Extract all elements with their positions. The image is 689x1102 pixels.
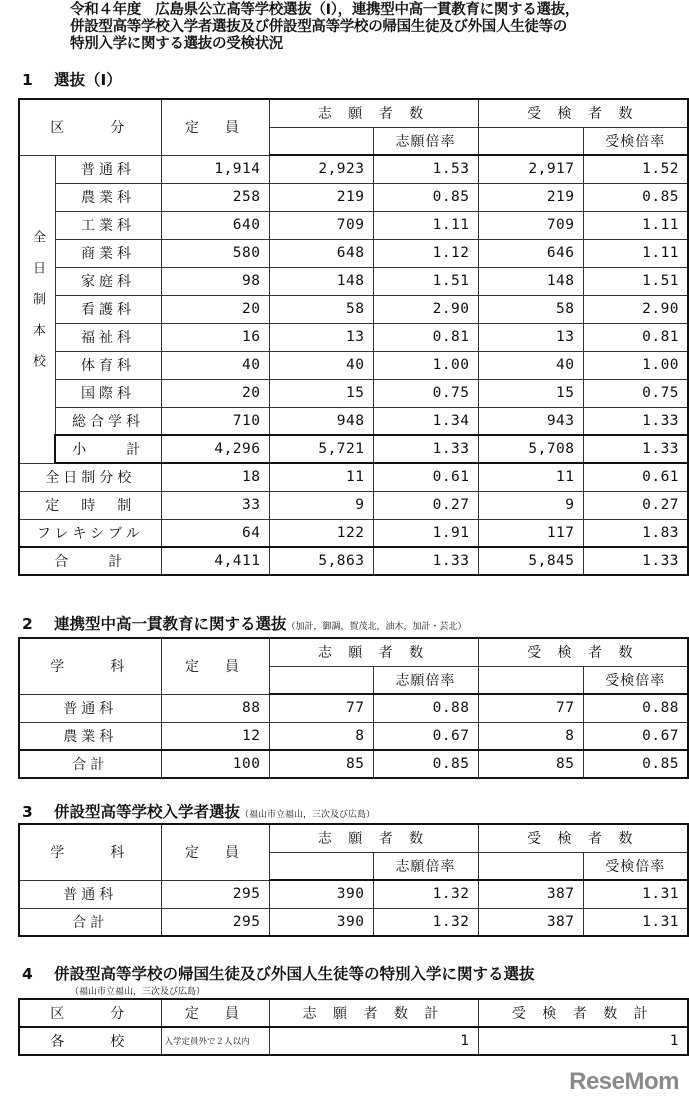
table-row: [19, 519, 688, 547]
table-row: [19, 463, 688, 491]
header-teiin: 定 員: [161, 638, 269, 694]
row-teiin: 1,914: [161, 155, 269, 183]
row-shigan-rate: 1.32: [373, 908, 478, 936]
row-shigan: 40: [269, 351, 373, 379]
row-label: 普通科: [19, 880, 161, 908]
row-juken-rate: 1.31: [583, 908, 688, 936]
table-row: [19, 435, 688, 463]
row-teiin: 40: [161, 351, 269, 379]
row-label: 合計: [19, 750, 161, 778]
table-row: [19, 722, 688, 750]
row-shigan-rate: 1.12: [373, 239, 478, 267]
row-juken-rate: 1.83: [583, 519, 688, 547]
row-shigan-rate: 1.00: [373, 351, 478, 379]
row-juken: 2,917: [478, 155, 583, 183]
table-row: [19, 908, 688, 936]
row-teiin: 98: [161, 267, 269, 295]
row-shigan: 5,863: [269, 547, 373, 575]
header-shigan: 志 願 者 数: [269, 824, 478, 852]
table-row: [19, 351, 688, 379]
row-juken: 148: [478, 267, 583, 295]
row-shigan-rate: 1.32: [373, 880, 478, 908]
resemom-logo: ReseMom: [569, 1068, 679, 1095]
row-juken: 219: [478, 183, 583, 211]
row-shigan: 948: [269, 407, 373, 435]
row-label: 看護科: [55, 295, 161, 323]
row-juken-rate: 1.31: [583, 880, 688, 908]
table-row: [19, 547, 688, 575]
table-row: [19, 155, 688, 183]
row-juken: 5,708: [478, 435, 583, 463]
row-label: 国際科: [55, 379, 161, 407]
row-shigan: 58: [269, 295, 373, 323]
header-juken-rate: 受検倍率: [583, 666, 688, 694]
section-4-note: （福山市立福山，三次及び広島）: [70, 987, 206, 997]
row-shigan-rate: 0.75: [373, 379, 478, 407]
table-row: [19, 491, 688, 519]
header-gakka: 学 科: [19, 638, 161, 694]
row-shigan-rate: 1.33: [373, 547, 478, 575]
row-shigan-rate: 1.91: [373, 519, 478, 547]
row-juken-rate: 1.33: [583, 547, 688, 575]
selection-4-table: [18, 998, 689, 1056]
row-juken: 58: [478, 295, 583, 323]
header-shigan-rate: 志願倍率: [373, 852, 478, 880]
header-juken-total: 受 検 者 数 計: [478, 999, 688, 1027]
row-shigan-rate: 1.34: [373, 407, 478, 435]
group-label-zennichisei-honkou: 全日制本校: [30, 229, 45, 385]
row-shigan-rate: 0.85: [373, 750, 478, 778]
row-shigan: 1: [269, 1027, 478, 1055]
row-juken: 9: [478, 491, 583, 519]
header-juken-rate: 受検倍率: [583, 127, 688, 155]
row-shigan: 8: [269, 722, 373, 750]
row-teiin: 18: [161, 463, 269, 491]
row-shigan: 122: [269, 519, 373, 547]
row-juken: 5,845: [478, 547, 583, 575]
row-label: 各 校: [19, 1027, 161, 1055]
row-juken: 77: [478, 694, 583, 722]
row-label: 小 計: [55, 435, 161, 463]
row-teiin: 258: [161, 183, 269, 211]
section-4-heading: 4 併設型高等学校の帰国生徒及び外国人生徒等の特別入学に関する選抜: [22, 965, 535, 983]
row-teiin: 295: [161, 880, 269, 908]
row-teiin: 入学定員外で２人以内: [161, 1027, 269, 1055]
header-gakka: 学 科: [19, 824, 161, 880]
row-juken-rate: 1.00: [583, 351, 688, 379]
row-teiin: 710: [161, 407, 269, 435]
row-juken-rate: 0.27: [583, 491, 688, 519]
row-juken: 1: [478, 1027, 688, 1055]
row-juken: 40: [478, 351, 583, 379]
row-juken: 11: [478, 463, 583, 491]
header-kubun: 区 分: [19, 99, 161, 155]
row-label: 農業科: [19, 722, 161, 750]
row-shigan-rate: 2.90: [373, 295, 478, 323]
row-shigan-rate: 0.67: [373, 722, 478, 750]
row-shigan: 2,923: [269, 155, 373, 183]
header-juken-rate: 受検倍率: [583, 852, 688, 880]
table-row: [19, 323, 688, 351]
table-row: [19, 183, 688, 211]
header-teiin: 定 員: [161, 824, 269, 880]
row-shigan: 390: [269, 908, 373, 936]
selection-1-table: [18, 98, 689, 576]
row-juken-rate: 1.33: [583, 407, 688, 435]
row-juken: 387: [478, 908, 583, 936]
row-shigan-rate: 0.81: [373, 323, 478, 351]
row-juken: 15: [478, 379, 583, 407]
row-juken-rate: 0.88: [583, 694, 688, 722]
row-label: 家庭科: [55, 267, 161, 295]
row-teiin: 640: [161, 211, 269, 239]
row-juken-rate: 0.85: [583, 750, 688, 778]
header-shigan-total: 志 願 者 数 計: [269, 999, 478, 1027]
row-shigan-rate: 1.53: [373, 155, 478, 183]
row-shigan: 77: [269, 694, 373, 722]
row-label: 総合学科: [55, 407, 161, 435]
row-label: 合計: [19, 908, 161, 936]
row-shigan: 13: [269, 323, 373, 351]
row-teiin: 88: [161, 694, 269, 722]
table-row: [19, 295, 688, 323]
row-juken-rate: 0.75: [583, 379, 688, 407]
row-teiin: 100: [161, 750, 269, 778]
group-label-cell: [19, 155, 55, 463]
row-juken: 387: [478, 880, 583, 908]
row-juken-rate: 0.85: [583, 183, 688, 211]
row-shigan: 15: [269, 379, 373, 407]
row-juken-rate: 1.11: [583, 239, 688, 267]
row-juken: 8: [478, 722, 583, 750]
row-shigan-rate: 0.61: [373, 463, 478, 491]
row-teiin: 20: [161, 295, 269, 323]
row-shigan-rate: 1.33: [373, 435, 478, 463]
row-label: 福祉科: [55, 323, 161, 351]
header-juken: 受 検 者 数: [478, 638, 688, 666]
table-row: [19, 880, 688, 908]
row-shigan-rate: 1.11: [373, 211, 478, 239]
table-row: [19, 379, 688, 407]
row-juken-rate: 0.81: [583, 323, 688, 351]
row-label: 普通科: [19, 694, 161, 722]
row-teiin: 580: [161, 239, 269, 267]
row-shigan: 390: [269, 880, 373, 908]
row-juken-rate: 1.52: [583, 155, 688, 183]
section-2-heading: 2 連携型中高一貫教育に関する選抜（加計，御調，賀茂北，油木，加計・芸北）: [22, 615, 467, 633]
row-teiin: 12: [161, 722, 269, 750]
row-label: 農業科: [55, 183, 161, 211]
row-juken: 943: [478, 407, 583, 435]
header-teiin: 定 員: [161, 999, 269, 1027]
row-label: 普通科: [55, 155, 161, 183]
row-shigan: 219: [269, 183, 373, 211]
section-3-heading: 3 併設型高等学校入学者選抜（福山市立福山，三次及び広島）: [22, 803, 376, 821]
table-row: [19, 407, 688, 435]
row-juken-rate: 1.51: [583, 267, 688, 295]
row-teiin: 20: [161, 379, 269, 407]
header-shigan: 志 願 者 数: [269, 99, 478, 127]
row-shigan: 148: [269, 267, 373, 295]
row-label: 体育科: [55, 351, 161, 379]
row-juken: 646: [478, 239, 583, 267]
header-juken: 受 検 者 数: [478, 99, 688, 127]
selection-3-table: [18, 823, 689, 937]
row-shigan: 5,721: [269, 435, 373, 463]
row-label: フレキシブル: [19, 519, 161, 547]
header-shigan: 志 願 者 数: [269, 638, 478, 666]
row-juken-rate: 0.67: [583, 722, 688, 750]
table-row: [19, 211, 688, 239]
table-row: [19, 1027, 688, 1055]
row-shigan-rate: 0.85: [373, 183, 478, 211]
row-shigan-rate: 0.88: [373, 694, 478, 722]
row-juken-rate: 1.33: [583, 435, 688, 463]
row-juken: 13: [478, 323, 583, 351]
header-kubun: 区 分: [19, 999, 161, 1027]
row-shigan: 9: [269, 491, 373, 519]
header-shigan-rate: 志願倍率: [373, 127, 478, 155]
row-teiin: 64: [161, 519, 269, 547]
table-row: [19, 239, 688, 267]
row-shigan: 709: [269, 211, 373, 239]
selection-2-table: [18, 637, 689, 779]
row-shigan-rate: 1.51: [373, 267, 478, 295]
row-label: 工業科: [55, 211, 161, 239]
row-label: 合 計: [19, 547, 161, 575]
row-teiin: 295: [161, 908, 269, 936]
row-juken-rate: 1.11: [583, 211, 688, 239]
row-shigan: 648: [269, 239, 373, 267]
row-teiin: 16: [161, 323, 269, 351]
row-juken-rate: 2.90: [583, 295, 688, 323]
row-juken-rate: 0.61: [583, 463, 688, 491]
row-juken: 117: [478, 519, 583, 547]
row-juken: 709: [478, 211, 583, 239]
row-label: 商業科: [55, 239, 161, 267]
row-teiin: 33: [161, 491, 269, 519]
table-row: [19, 267, 688, 295]
table-row: [19, 694, 688, 722]
header-shigan-rate: 志願倍率: [373, 666, 478, 694]
document-title: 令和４年度 広島県公立高等学校選抜（Ⅰ），連携型中高一貫教育に関する選抜， 併設型高等学校入学者選抜及び併設型高等学校の帰国生徒及び外国人生徒等の 特別入学に関する選抜の受検状況: [70, 2, 580, 52]
header-juken: 受 検 者 数: [478, 824, 688, 852]
table-row: [19, 750, 688, 778]
row-shigan: 85: [269, 750, 373, 778]
header-teiin: 定 員: [161, 99, 269, 155]
row-teiin: 4,411: [161, 547, 269, 575]
row-shigan: 11: [269, 463, 373, 491]
row-label: 定 時 制: [19, 491, 161, 519]
section-1-heading: 1 選抜（Ⅰ）: [22, 71, 122, 89]
row-teiin: 4,296: [161, 435, 269, 463]
row-juken: 85: [478, 750, 583, 778]
row-label: 全日制分校: [19, 463, 161, 491]
row-shigan-rate: 0.27: [373, 491, 478, 519]
